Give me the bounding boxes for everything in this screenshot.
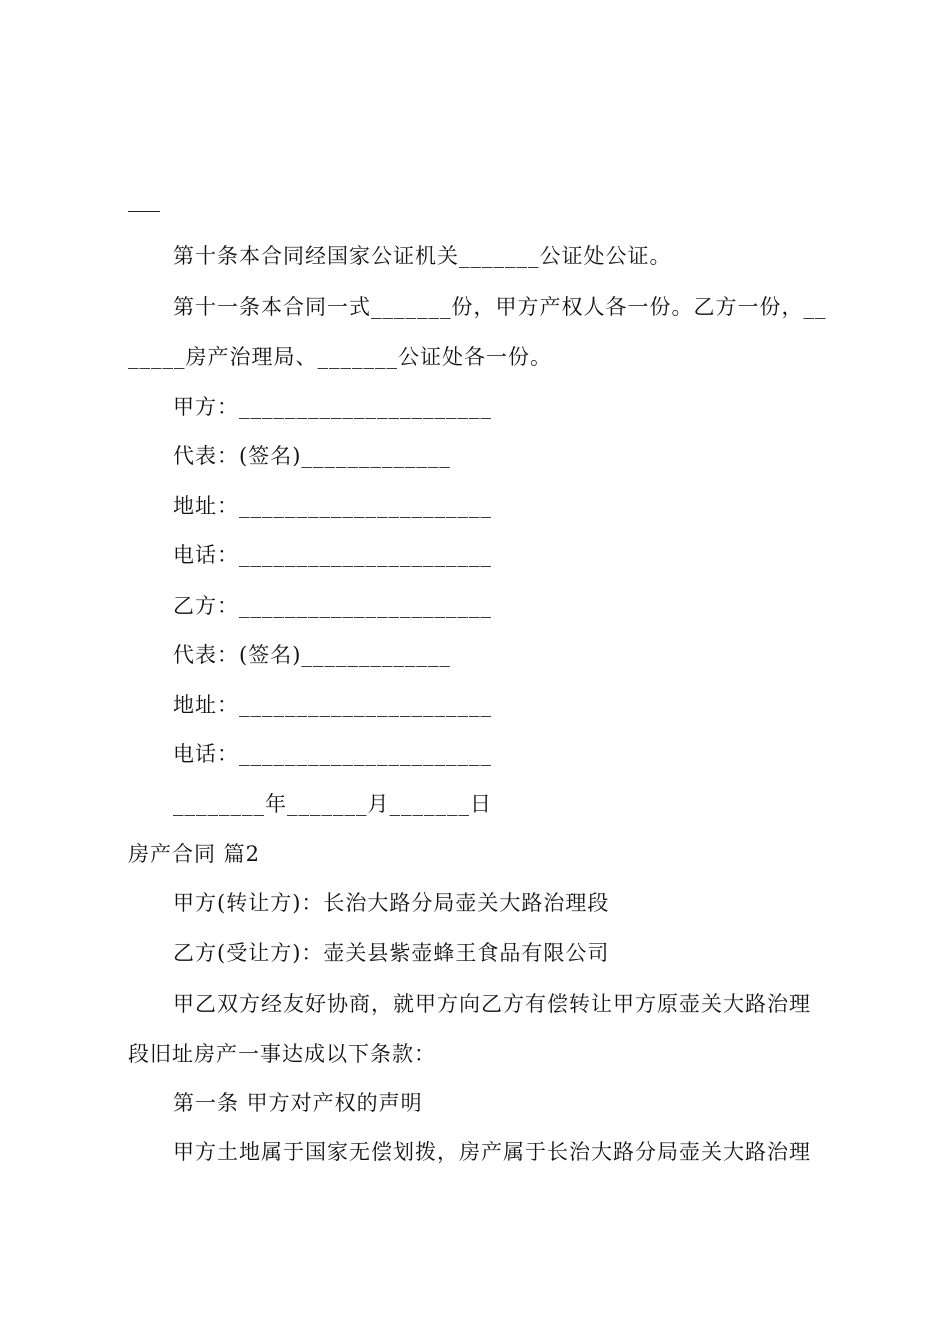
- party-b-name: 乙方：______________________: [173, 594, 492, 618]
- party-a-name: 甲方：______________________: [173, 395, 492, 419]
- preamble-line1: 甲乙双方经友好协商，就甲方向乙方有偿转让甲方原壶关大路治理: [173, 992, 811, 1016]
- party-b-address: 地址：______________________: [173, 693, 492, 717]
- date-line: ________年_______月_______日: [173, 792, 492, 816]
- party-a-representative: 代表：(签名)_____________: [173, 444, 451, 468]
- party-a-address: 地址：______________________: [173, 494, 492, 518]
- party-b-phone: 电话：______________________: [173, 742, 492, 766]
- party-a-transferor: 甲方(转让方)：长治大路分局壶关大路治理段: [173, 891, 610, 915]
- party-a-phone: 电话：______________________: [173, 543, 492, 567]
- header-rule: [128, 211, 160, 212]
- clause-1-body: 甲方土地属于国家无偿划拨，房产属于长治大路分局壶关大路治理: [173, 1140, 811, 1164]
- clause-11-line2: _____房产治理局、_______公证处各一份。: [128, 345, 552, 369]
- section-title: 房产合同 篇2: [128, 842, 261, 866]
- clause-11-line1: 第十一条本合同一式_______份，甲方产权人各一份。乙方一份，__: [173, 295, 827, 319]
- party-b-representative: 代表：(签名)_____________: [173, 643, 451, 667]
- preamble-line2: 段旧址房产一事达成以下条款：: [128, 1042, 436, 1066]
- clause-1-title: 第一条 甲方对产权的声明: [173, 1091, 423, 1115]
- party-b-transferee: 乙方(受让方)：壶关县紫壶蜂王食品有限公司: [173, 941, 610, 965]
- clause-10: 第十条本合同经国家公证机关_______公证处公证。: [173, 244, 672, 268]
